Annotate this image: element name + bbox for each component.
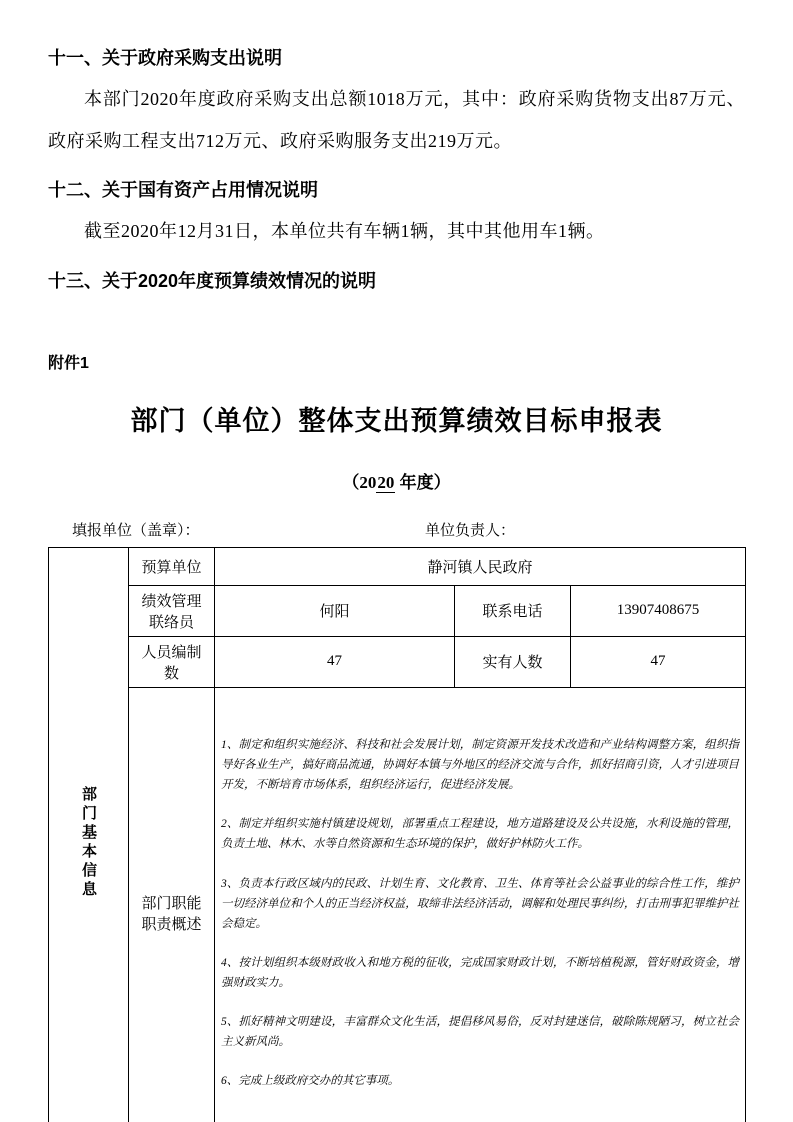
duties-label: 部门职能职责概述 xyxy=(129,687,215,1122)
duties-item: 4、按计划组织本级财政收入和地方税的征收，完成国家财政计划，不断培植税源，管好财政资金，增强财政实力。 xyxy=(221,956,740,990)
phone-value: 13907408675 xyxy=(571,585,746,636)
duties-item: 5、抓好精神文明建设，丰富群众文化生活，提倡移风易俗，反对封建迷信，破除陈规陋习，树立社会主义新风尚。 xyxy=(221,1016,740,1049)
table-row-budget-unit xyxy=(49,547,746,585)
actual-staff-label: 实有人数 xyxy=(455,636,571,687)
section-heading-performance: 十三、关于2020年度预算绩效情况的说明 xyxy=(48,270,377,291)
staff-quota-value: 47 xyxy=(215,636,455,687)
staff-quota-label: 人员编制数 xyxy=(129,636,215,687)
section-label-basic-info: 部门基本信息 xyxy=(49,547,129,1122)
table-row-duties xyxy=(49,687,746,1122)
responsible-person-label: 单位负责人： xyxy=(425,522,516,539)
duties-cell xyxy=(215,687,746,1122)
basic-info-table xyxy=(48,547,746,1122)
section-body-state-assets: 截至2020年12月31日，本单位共有车辆1辆，其中其他用车1辆。 xyxy=(84,221,605,242)
duties-item: 2、制定并组织实施村镇建设规划，部署重点工程建设，地方道路建设及公共设施，水利设施的管理，负责土地、林木、水等自然资源和生态环境的保护，做好护林防火工作。 xyxy=(221,818,740,851)
fill-unit-label: 填报单位（盖章）： xyxy=(72,522,200,539)
table-row-coordinator xyxy=(49,585,746,636)
actual-staff-value: 47 xyxy=(571,636,746,687)
form-title: 部门（单位）整体支出预算绩效目标申报表 xyxy=(130,405,663,436)
duties-item: 1、制定和组织实施经济、科技和社会发展计划，制定资源开发技术改造和产业结构调整方案，组织指导好各业生产，搞好商品流通，协调好本镇与外地区的经济交流与合作，抓好招商引资，人才引进项目开发，不断培育市场体系，组织经济运行，促进经济发展。 xyxy=(221,738,740,792)
form-subtitle-prefix: （20 xyxy=(342,472,377,492)
form-subtitle-year: 20 xyxy=(377,472,395,492)
duties-item: 3、负责本行政区域内的民政、计划生育、文化教育、卫生、体育等社会公益事业的综合性工作，维护一切经济单位和个人的正当经济权益，取缔非法经济活动，调解和处理民事纠纷，打击刑事犯罪维护社会稳定。 xyxy=(221,877,740,930)
phone-label: 联系电话 xyxy=(455,585,571,636)
section-heading-state-assets: 十二、关于国有资产占用情况说明 xyxy=(48,179,318,200)
coordinator-label: 绩效管理联络员 xyxy=(129,585,215,636)
section-heading-procurement: 十一、关于政府采购支出说明 xyxy=(48,48,282,68)
table-row-staffing xyxy=(49,636,746,687)
budget-unit-value: 静河镇人民政府 xyxy=(215,547,746,585)
form-subtitle-suffix: 年度） xyxy=(395,472,451,492)
coordinator-value: 何阳 xyxy=(215,585,455,636)
section-body-procurement: 本部门2020年度政府采购支出总额1018万元，其中：政府采购货物支出87万元、政府采购工程支出712万元、政府采购服务支出219万元。 xyxy=(48,89,745,151)
budget-unit-label: 预算单位 xyxy=(129,547,215,585)
attachment-label: 附件1 xyxy=(48,354,89,372)
duties-item: 6、完成上级政府交办的其它事项。 xyxy=(221,1075,400,1088)
form-meta-row xyxy=(48,519,745,539)
form-subtitle xyxy=(48,468,745,493)
